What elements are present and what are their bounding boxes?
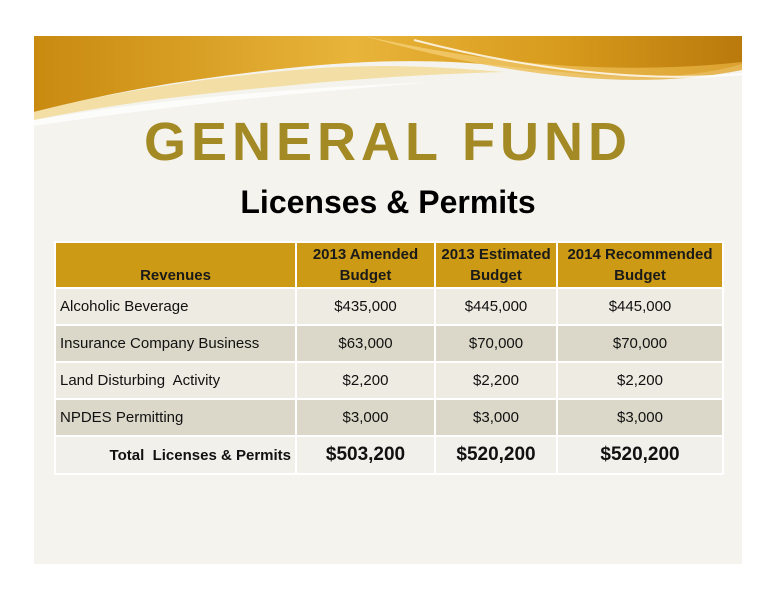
revenue-label: Land Disturbing Activity — [55, 362, 296, 399]
amended-value: $3,000 — [296, 399, 435, 436]
table-row — [55, 325, 723, 362]
column-header: 2014 Recommended Budget — [557, 242, 723, 288]
recommended-value: $445,000 — [557, 288, 723, 325]
recommended-value: $3,000 — [557, 399, 723, 436]
table-header-row — [55, 242, 723, 288]
total-row — [55, 436, 723, 474]
estimated-value: $2,200 — [435, 362, 557, 399]
revenue-label: Insurance Company Business — [55, 325, 296, 362]
table-row — [55, 288, 723, 325]
slide-title: GENERAL FUND — [143, 112, 633, 172]
total-estimated-value: $520,200 — [435, 436, 557, 474]
total-label: Total Licenses & Permits — [55, 436, 296, 474]
revenue-label: Alcoholic Beverage — [55, 288, 296, 325]
column-header: 2013 Amended Budget — [296, 242, 435, 288]
estimated-value: $70,000 — [435, 325, 557, 362]
table-row — [55, 399, 723, 436]
total-recommended-value: $520,200 — [557, 436, 723, 474]
amended-value: $435,000 — [296, 288, 435, 325]
revenue-label: NPDES Permitting — [55, 399, 296, 436]
column-header: 2013 Estimated Budget — [435, 242, 557, 288]
revenue-table — [54, 241, 724, 475]
slide — [34, 36, 742, 564]
column-header: Revenues — [55, 242, 296, 288]
total-amended-value: $503,200 — [296, 436, 435, 474]
recommended-value: $70,000 — [557, 325, 723, 362]
amended-value: $63,000 — [296, 325, 435, 362]
table-row — [55, 362, 723, 399]
amended-value: $2,200 — [296, 362, 435, 399]
slide-subtitle: Licenses & Permits — [240, 184, 536, 220]
estimated-value: $3,000 — [435, 399, 557, 436]
estimated-value: $445,000 — [435, 288, 557, 325]
recommended-value: $2,200 — [557, 362, 723, 399]
